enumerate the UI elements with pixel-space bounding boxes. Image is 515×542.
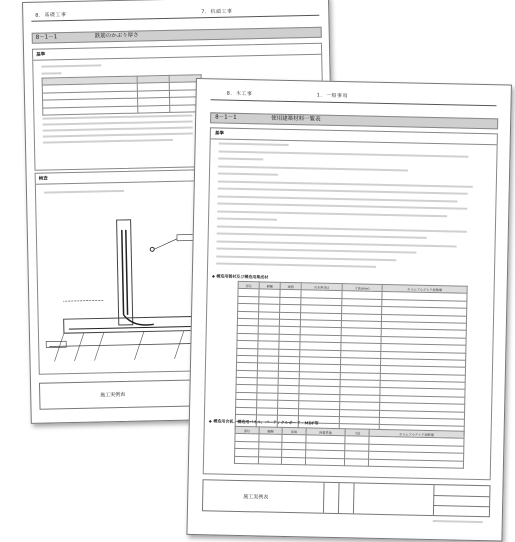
table-header-cell: 含水率(%) <box>301 283 342 291</box>
text-line <box>218 150 468 157</box>
text-line <box>218 165 408 171</box>
block-divider <box>323 483 325 513</box>
text-line <box>219 142 289 145</box>
structural-lumber-table <box>235 281 468 435</box>
text-line <box>217 202 467 209</box>
header-rule <box>31 15 319 22</box>
footer-note-line <box>433 520 483 523</box>
front-standard-box <box>203 127 498 480</box>
text-line <box>218 195 458 202</box>
front-body-text <box>211 128 497 137</box>
text-line <box>216 255 396 261</box>
text-line <box>43 120 193 125</box>
text-line <box>217 225 467 232</box>
front-header-right: 1．一般事項 <box>316 92 348 100</box>
divider <box>33 54 321 61</box>
front-header-left: 8．木工事 <box>226 90 253 98</box>
front-document-page <box>186 78 512 542</box>
text-line <box>218 172 278 175</box>
table2-title: ◆ 構造用合板、構造用パネル、パーティクルボード・MDF等 <box>208 418 319 426</box>
back-header-left: 8．基礎工事 <box>35 12 67 19</box>
text-line <box>43 126 193 131</box>
block-divider <box>353 483 355 513</box>
text-line <box>217 240 457 247</box>
table-header-cell: 接着性能 <box>306 428 346 436</box>
table-header-cell: 樹種 <box>259 282 280 290</box>
table-header-cell: 規格 <box>280 282 301 290</box>
table-header-cell: 寸法(mm) <box>342 284 383 292</box>
front-standard-label: 基準 <box>214 131 224 137</box>
front-section-band <box>210 112 498 129</box>
table-header-cell: ホルムアルデヒド放散量 <box>382 284 467 293</box>
table-header-cell: 等級 <box>282 427 306 435</box>
back-standard-label: 基準 <box>36 52 46 58</box>
text-line <box>217 217 277 220</box>
front-title-block <box>202 479 491 517</box>
text-line <box>218 157 263 160</box>
table-header-cell: 寸法 <box>345 429 369 437</box>
text-line <box>218 187 468 194</box>
front-section-number: 8－1－1 <box>215 114 237 121</box>
table-header-cell: 部位 <box>235 426 259 434</box>
table-header-cell: ホルムアルデヒド放散量 <box>369 429 464 438</box>
text-line <box>216 247 416 253</box>
front-section-title: 使用建築材料一覧表 <box>271 115 321 123</box>
header-rule <box>211 99 497 106</box>
block-divider <box>433 505 489 507</box>
text-line <box>43 139 173 144</box>
text-line <box>217 210 447 217</box>
text-line <box>41 64 101 67</box>
back-cover-table <box>42 74 203 115</box>
block-divider <box>433 485 435 515</box>
text-line <box>216 262 376 267</box>
text-line <box>217 232 427 238</box>
text-line <box>218 180 473 187</box>
back-section-title: 鉄筋のかぶり厚さ <box>94 32 139 40</box>
text-line <box>43 132 193 137</box>
text-line <box>41 72 61 74</box>
block-divider <box>433 495 489 497</box>
back-section-number: 8－1－1 <box>35 34 58 41</box>
block-divider <box>338 483 340 513</box>
back-header-right: 7．杭頭工事 <box>201 8 233 16</box>
table-header-cell: 種類 <box>259 427 283 435</box>
front-title-block-label: 施工実例表 <box>243 494 269 501</box>
text-line <box>42 114 192 119</box>
text-line <box>44 190 124 194</box>
back-title-block-label: 施工実例表 <box>100 391 126 399</box>
back-section-band <box>32 27 322 44</box>
table-header-cell: 部位 <box>238 281 259 289</box>
back-inspection-label: 検査 <box>38 176 48 182</box>
table1-title: ◆ 構造用製材及び構造用集成材 <box>211 273 269 280</box>
structural-panel-table <box>234 426 465 469</box>
